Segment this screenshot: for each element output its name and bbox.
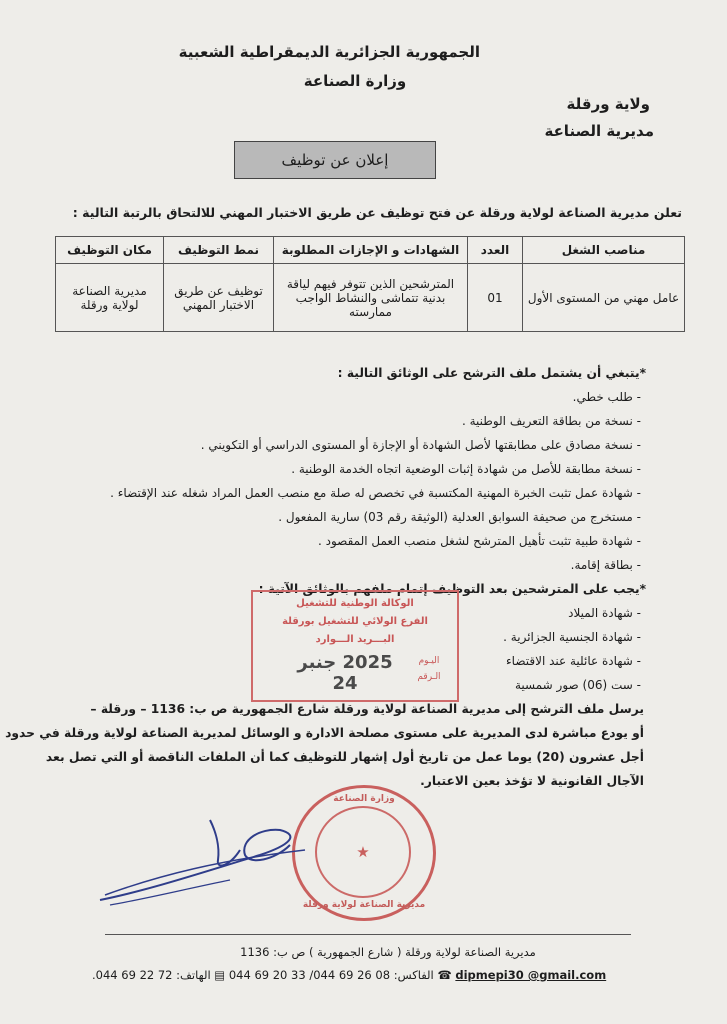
after-document-item: - ست (06) صور شمسية (514, 678, 641, 692)
round-stamp-outer: وزارة الصناعة (333, 794, 395, 804)
footer-email[interactable]: dipmepi30 @gmail.com (455, 968, 607, 982)
document-item: - نسخة مصادق على مطابقتها لأصل الشهادة أو الإجازة أو المستوى الدراسي أو التكويني . (200, 438, 641, 452)
announcement-title: إعلان عن توظيف (234, 141, 436, 179)
stamp-date-label: اليـوم (418, 656, 440, 666)
round-stamp-bottom: مديرية الصناعة لولاية ورقلة (302, 900, 426, 910)
closing-line: يرسل ملف الترشح إلى مديرية الصناعة لولاية ورقلة شارع الجمهورية ص ب: 1136 – ورقلة – (90, 702, 644, 716)
stamp-number-label: الـرقم (417, 672, 441, 682)
after-recruitment-intro: *يجب على المترشحين بعد التوظيف إتمام ملفهم بالوثائق الآتية : (258, 582, 646, 596)
document-item: - نسخة مطابقة للأصل من شهادة إثبات الوضعية اتجاه الخدمة الوطنية . (291, 462, 641, 476)
documents-intro: *يتبغي أن يشتمل ملف الترشح على الوثائق التالية : (337, 366, 646, 380)
handwritten-signature (90, 800, 320, 910)
table-row (56, 264, 685, 332)
document-item: - مستخرج من صحيفة السوابق العدلية (الوثيقة رقم 03) سارية المفعول . (278, 510, 641, 524)
job-post-cell: عامل مهني من المستوى الأول (523, 264, 685, 332)
footer-fax: الفاكس: 08 26 69 044/ 33 20 69 044 (228, 968, 434, 982)
table-header: نمط التوظيف (164, 237, 274, 264)
document-item: - شهادة عمل تثبت الخبرة المهنية المكتسبة في تخصص له صلة مع منصب العمل المراد شغله عند الإقتضاء . (110, 486, 641, 500)
phone-icon: ☎ (437, 968, 456, 982)
document-item: - بطاقة إقامة. (570, 558, 641, 572)
footer-phone: الهاتف: 72 22 69 044. (92, 968, 211, 982)
footer-address: مديرية الصناعة لولاية ورقلة ( شارع الجمهورية ) ص ب: 1136 (240, 945, 536, 959)
fax-icon: ▤ (210, 968, 226, 982)
round-stamp-inner-ring (315, 806, 411, 898)
job-place-cell: مديرية الصناعة لولاية ورقلة (56, 264, 164, 332)
intro-text: تعلن مديرية الصناعة لولاية ورقلة عن فتح توظيف عن طريق الاختبار المهني للالتحاق بالرتبة التالية : (72, 205, 682, 220)
jobs-table (55, 236, 685, 332)
closing-line: الآجال القانونية لا تؤخذ بعين الاعتبار. (420, 774, 644, 788)
table-header-row (56, 237, 685, 264)
table-header: مكان التوظيف (56, 237, 164, 264)
after-document-item: - شهادة عائلية عند الاقتضاء (506, 654, 641, 668)
reception-stamp (251, 590, 459, 702)
closing-line: أجل عشرون (20) يوما عمل من تاريخ أول إشهار للتوظيف كما أن الملفات الناقصة أو التي تصل بعد (45, 750, 644, 764)
directorate-label: مديرية الصناعة (544, 122, 654, 140)
table-header: الشهادات و الإجازات المطلوبة (274, 237, 468, 264)
footer-contacts (92, 968, 607, 982)
ministry-header: وزارة الصناعة (303, 72, 407, 90)
after-document-item: - شهادة الجنسية الجزائرية . (503, 630, 641, 644)
after-document-item: - شهادة الميلاد (568, 606, 641, 620)
job-mode-cell: توظيف عن طريق الاختبار المهني (164, 264, 274, 332)
stamp-line: الوكالة الوطنية للتشغيل (296, 598, 414, 609)
job-count-cell: 01 (468, 264, 523, 332)
stamp-line: الفرع الولائي للتشغيل بورقلة (282, 616, 428, 627)
republic-header: الجمهورية الجزائرية الديمقراطية الشعبية (178, 43, 480, 61)
footer-divider (105, 934, 631, 935)
document-item: - طلب خطي. (572, 390, 641, 404)
stamp-date: 2025 جنبر 24 (297, 652, 393, 694)
stamp-line: البـــريد الـــوارد (315, 634, 395, 645)
document-item: - شهادة طبية تثبت تأهيل المترشح لشغل منصب العمل المقصود . (318, 534, 641, 548)
closing-line: أو يودع مباشرة لدى المديرية على مستوى مصلحة الادارة و الوسائل لمديرية الصناعة لولاية ورقلة في حدود (5, 726, 644, 740)
table-header: العدد (468, 237, 523, 264)
star-icon: ★ (356, 843, 370, 861)
wilaya-label: ولاية ورقلة (566, 95, 650, 113)
job-qualifications-cell: المترشحين الذين تتوفر فيهم لياقة بدنية تتماشى والنشاط الواجب ممارسته (274, 264, 468, 332)
document-item: - نسخة من بطاقة التعريف الوطنية . (461, 414, 641, 428)
table-header: مناصب الشغل (523, 237, 685, 264)
